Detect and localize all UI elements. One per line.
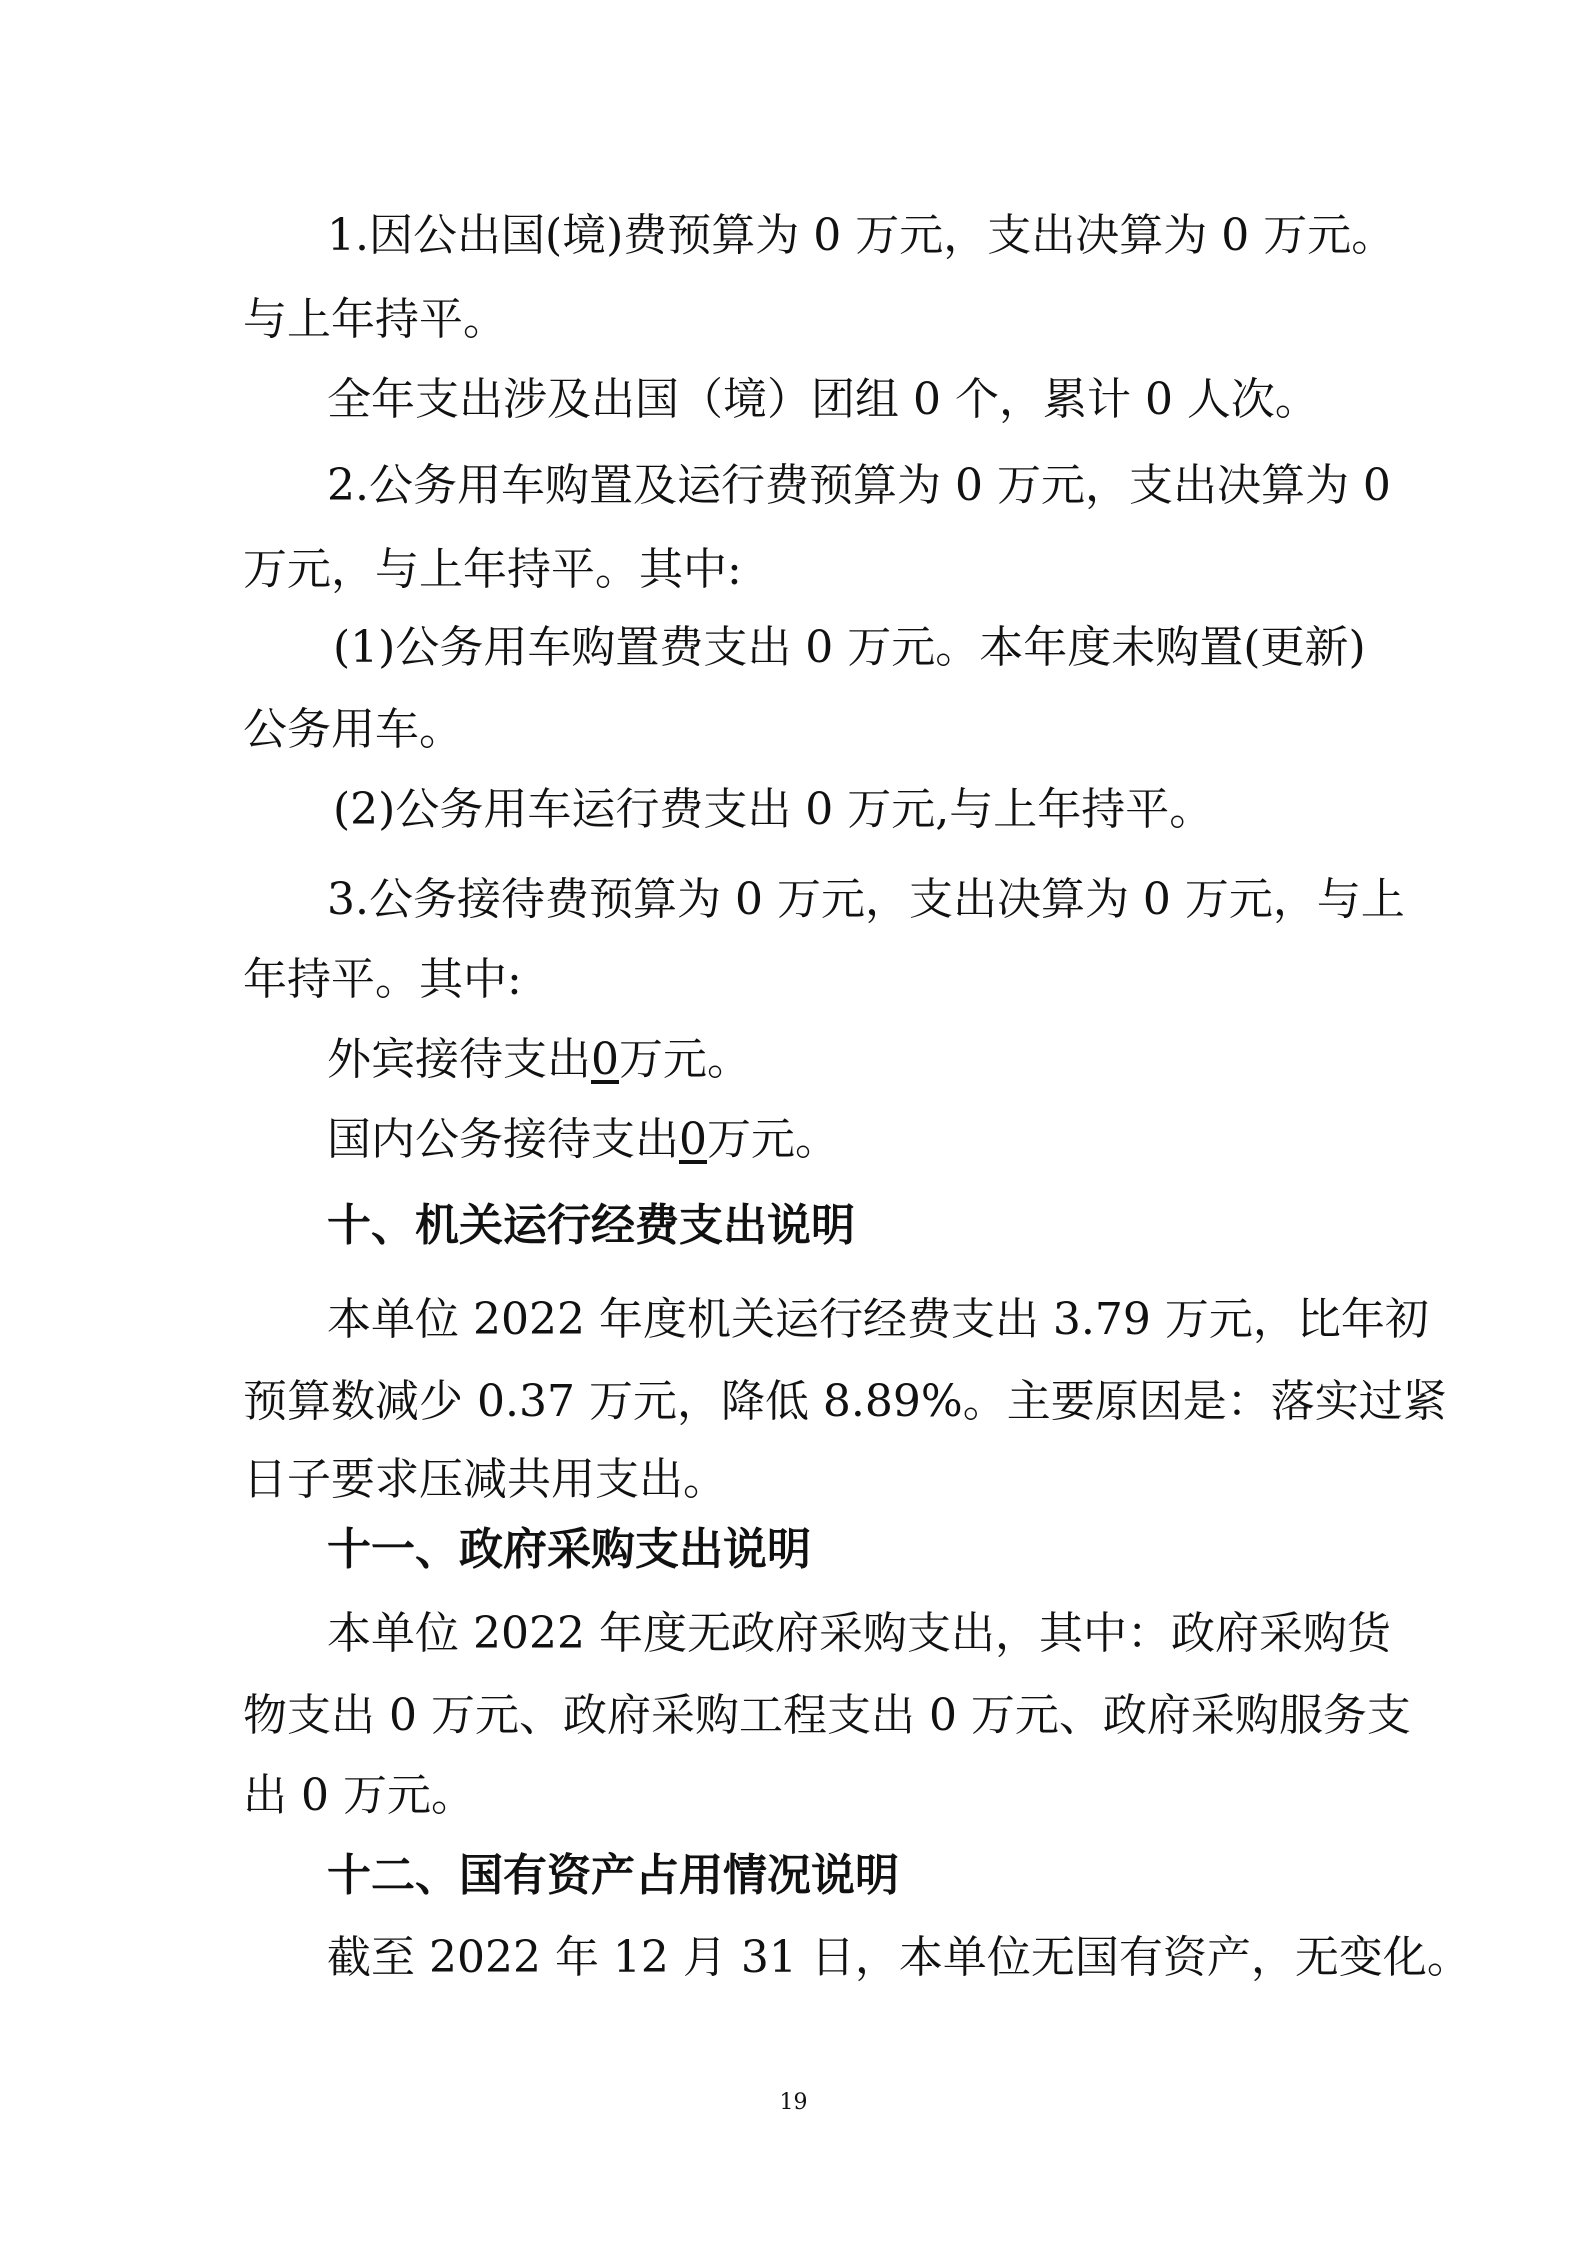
line-3: 全年支出涉及出国（境）团组 0 个，累计 0 人次。 xyxy=(327,374,1319,425)
line-19: 截至 2022 年 12 月 31 日，本单位无国有资产，无变化。 xyxy=(327,1932,1471,1983)
line-15: 日子要求压减共用支出。 xyxy=(243,1454,727,1505)
line-14: 预算数减少 0.37 万元，降低 8.89%。主要原因是：落实过紧 xyxy=(243,1376,1447,1427)
line-12 xyxy=(327,1110,839,1170)
line-10: 年持平。其中: xyxy=(243,954,522,1005)
line-11-unit: 万元。 xyxy=(619,1034,751,1085)
line-7: 公务用车。 xyxy=(243,704,463,755)
line-11-amount: 0 xyxy=(591,1034,619,1085)
line-13: 本单位 2022 年度机关运行经费支出 3.79 万元，比年初 xyxy=(327,1294,1429,1345)
page-number: 19 xyxy=(779,2090,808,2115)
line-18: 出 0 万元。 xyxy=(243,1770,475,1821)
line-11 xyxy=(327,1030,751,1090)
line-9: 3.公务接待费预算为 0 万元，支出决算为 0 万元，与上 xyxy=(327,874,1405,925)
line-5: 万元，与上年持平。其中: xyxy=(243,544,742,595)
line-2: 与上年持平。 xyxy=(243,294,507,345)
line-4: 2.公务用车购置及运行费预算为 0 万元，支出决算为 0 xyxy=(327,460,1391,511)
line-6: (1)公务用车购置费支出 0 万元。本年度未购置(更新) xyxy=(333,622,1366,673)
line-12-amount: 0 xyxy=(679,1114,707,1165)
line-16: 本单位 2022 年度无政府采购支出，其中：政府采购货 xyxy=(327,1608,1391,1659)
section-heading-10: 十、机关运行经费支出说明 xyxy=(327,1200,855,1251)
line-12-unit: 万元。 xyxy=(707,1114,839,1165)
line-17: 物支出 0 万元、政府采购工程支出 0 万元、政府采购服务支 xyxy=(243,1690,1411,1741)
line-11-label: 外宾接待支出 xyxy=(327,1034,591,1085)
line-12-label: 国内公务接待支出 xyxy=(327,1114,679,1165)
line-1: 1.因公出国(境)费预算为 0 万元，支出决算为 0 万元。 xyxy=(327,210,1396,261)
section-heading-11: 十一、政府采购支出说明 xyxy=(327,1524,811,1575)
section-heading-12: 十二、国有资产占用情况说明 xyxy=(327,1850,899,1901)
line-8: (2)公务用车运行费支出 0 万元,与上年持平。 xyxy=(333,784,1214,835)
